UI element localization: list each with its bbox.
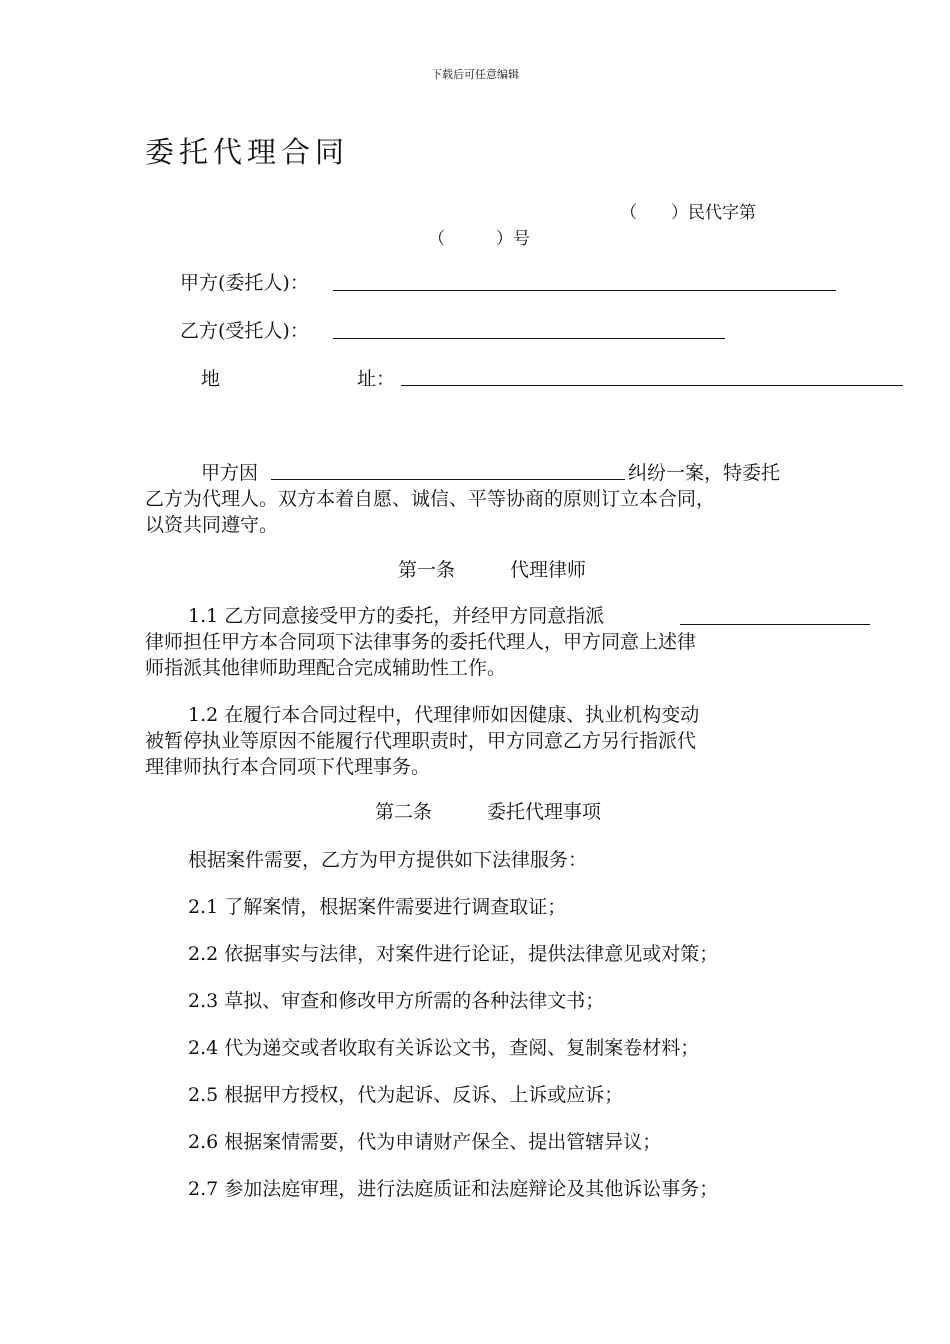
article-1-title: 代理律师 [510, 559, 587, 581]
article-2-intro: 根据案件需要，乙方为甲方提供如下法律服务： [188, 849, 588, 871]
document-title: 委托代理合同 [145, 135, 350, 169]
party-a-label: 甲方(委托人)： [180, 272, 309, 294]
list-item: 2.7 参加法庭审理，进行法庭质证和法庭辩论及其他诉讼事务； [188, 1178, 719, 1200]
lawyer-name-blank [680, 624, 870, 625]
clause-1-2-line-1: 1.2 在履行本合同过程中，代理律师如因健康、执业机构变动 [188, 704, 700, 726]
article-2-number: 第二条 [375, 801, 433, 823]
party-b-blank [333, 338, 725, 339]
article-2-title: 委托代理事项 [487, 801, 602, 823]
address-label-left: 地 [201, 368, 221, 390]
download-note: 下载后可任意编辑 [431, 68, 519, 81]
address-label-right: 址： [357, 368, 396, 390]
intro-line-1-start: 甲方因 [201, 462, 259, 484]
case-reference-line-1: （ ）民代字第 [620, 203, 756, 223]
list-item: 2.6 根据案情需要，代为申请财产保全、提出管辖异议； [188, 1131, 662, 1153]
clause-1-1-line-3: 师指派其他律师助理配合完成辅助性工作。 [145, 657, 507, 679]
article-1-number: 第一条 [398, 559, 456, 581]
list-item: 2.3 草拟、审查和修改甲方所需的各种法律文书； [188, 990, 605, 1012]
clause-1-2-line-3: 理律师执行本合同项下代理事务。 [145, 756, 431, 778]
clause-1-1-line-1: 1.1 乙方同意接受甲方的委托，并经甲方同意指派 [188, 605, 605, 627]
intro-line-2: 乙方为代理人。双方本着自愿、诚信、平等协商的原则订立本合同， [145, 488, 716, 510]
intro-line-3: 以资共同遵守。 [145, 514, 279, 536]
list-item: 2.2 依据事实与法律，对案件进行论证，提供法律意见或对策； [188, 943, 719, 965]
list-item: 2.4 代为递交或者收取有关诉讼文书，查阅、复制案卷材料； [188, 1037, 700, 1059]
case-reference-line-2: （ ）号 [428, 229, 530, 249]
list-item: 2.1 了解案情，根据案件需要进行调查取证； [188, 896, 567, 918]
address-blank [401, 385, 903, 386]
party-a-blank [333, 290, 836, 291]
clause-1-2-line-2: 被暂停执业等原因不能履行代理职责时，甲方同意乙方另行指派代 [145, 730, 697, 752]
list-item: 2.5 根据甲方授权，代为起诉、反诉、上诉或应诉； [188, 1084, 624, 1106]
party-b-label: 乙方(受托人)： [180, 320, 309, 342]
intro-line-1-end: 纠纷一案，特委托 [628, 462, 781, 484]
dispute-blank [271, 479, 625, 480]
clause-1-1-line-2: 律师担任甲方本合同项下法律事务的委托代理人，甲方同意上述律 [145, 631, 697, 653]
